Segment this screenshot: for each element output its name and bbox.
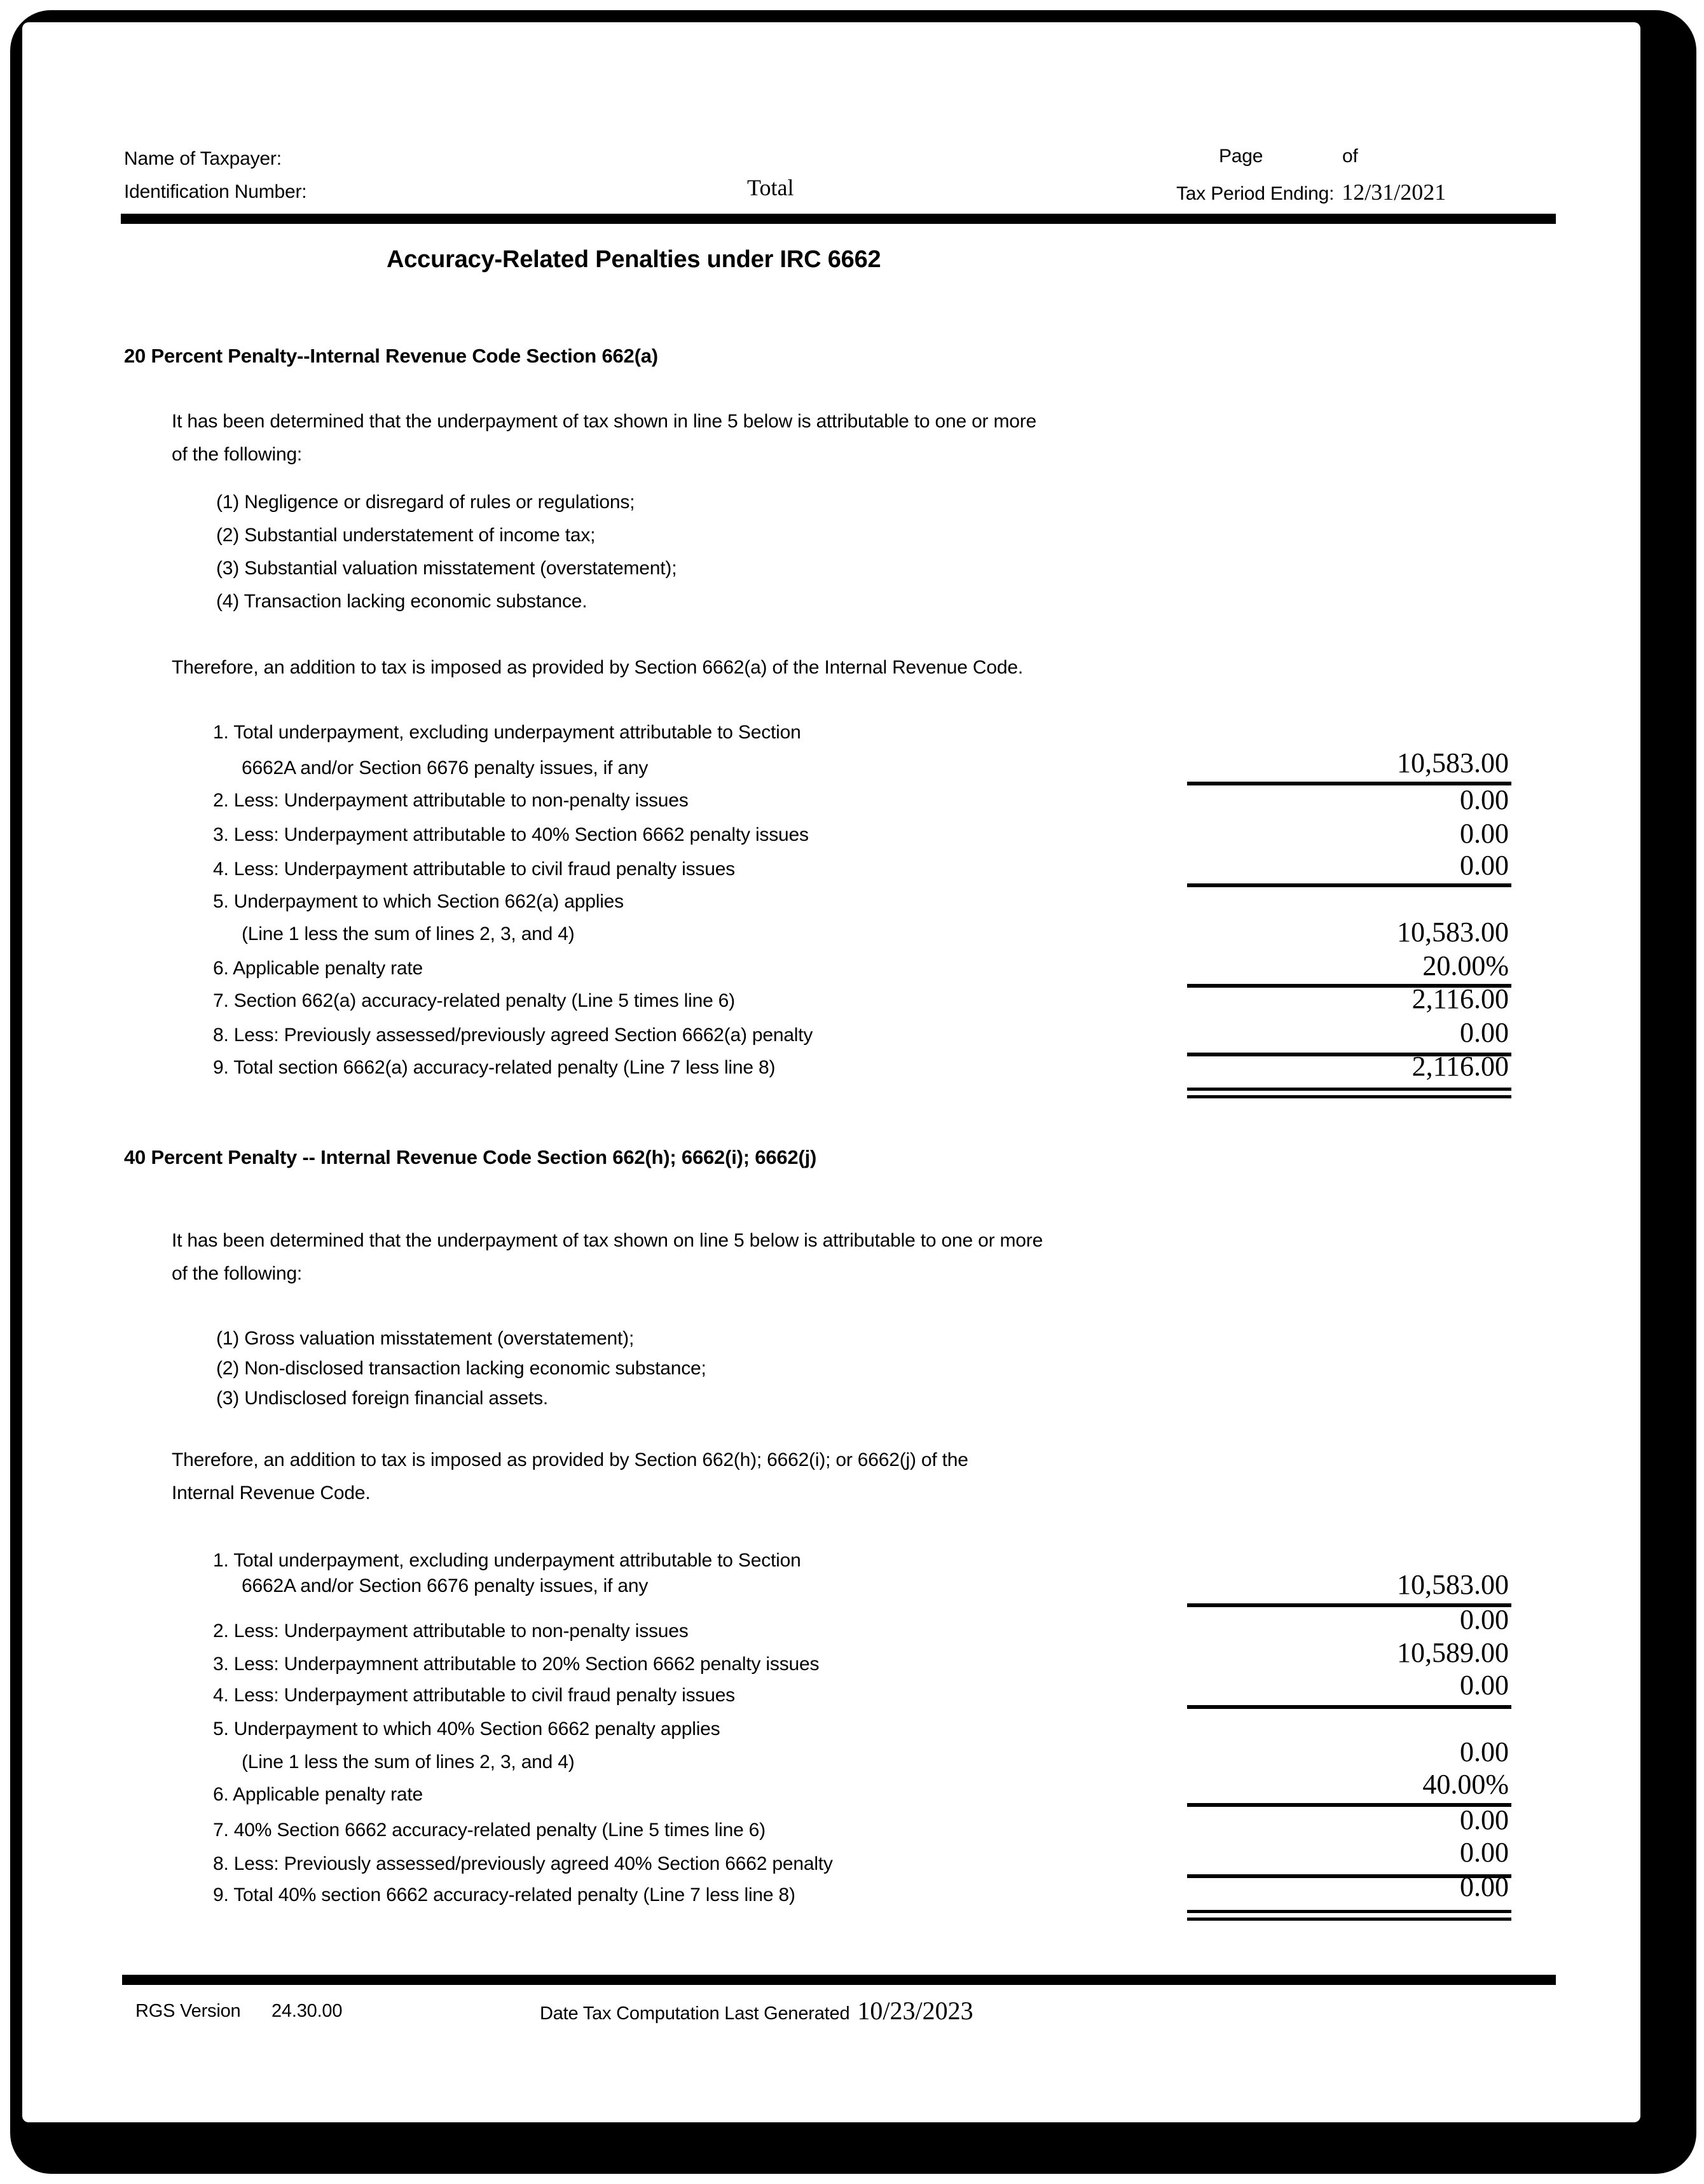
date-generated-label: Date Tax Computation Last Generated bbox=[540, 2003, 850, 2024]
section1-cause-1: (1) Negligence or disregard of rules or regulations; bbox=[216, 492, 635, 513]
line-item-label: 4. Less: Underpayment attributable to civil fraud penalty issues bbox=[213, 859, 735, 880]
footer-separator-line bbox=[122, 1975, 1556, 1985]
name-of-taxpayer-label: Name of Taxpayer: bbox=[124, 148, 282, 169]
line-item-label: 2. Less: Underpayment attributable to non-penalty issues bbox=[213, 790, 689, 811]
page-label: Page bbox=[1219, 146, 1263, 167]
line-item-label: 9. Total section 6662(a) accuracy-related penalty (Line 7 less line 8) bbox=[213, 1057, 776, 1078]
single-rule bbox=[1187, 1705, 1511, 1709]
section2-cause-2: (2) Non-disclosed transaction lacking economic substance; bbox=[216, 1358, 706, 1379]
line-item-label: 7. Section 662(a) accuracy-related penalty (Line 5 times line 6) bbox=[213, 990, 735, 1011]
line-item-value: 20.00% bbox=[1422, 950, 1509, 981]
double-rule bbox=[1187, 1910, 1511, 1921]
line-item-label: 9. Total 40% section 6662 accuracy-related penalty (Line 7 less line 8) bbox=[213, 1884, 795, 1905]
line-item-label: 7. 40% Section 6662 accuracy-related penalty (Line 5 times line 6) bbox=[213, 1820, 766, 1841]
header-separator-line bbox=[121, 214, 1556, 224]
identification-number-label: Identification Number: bbox=[124, 181, 307, 202]
section2-heading: 40 Percent Penalty -- Internal Revenue Code Section 662(h); 6662(i); 6662(j) bbox=[124, 1146, 817, 1168]
line-item-label: 5. Underpayment to which 40% Section 6662 penalty applies bbox=[213, 1718, 720, 1739]
line-item-label: 6. Applicable penalty rate bbox=[213, 958, 423, 979]
line-item-value: 0.00 bbox=[1460, 1604, 1509, 1635]
tax-period-label: Tax Period Ending: bbox=[1176, 183, 1335, 204]
line-item-value: 10,583.00 bbox=[1397, 747, 1509, 778]
section2-therefore: Therefore, an addition to tax is imposed as provided by Section 662(h); 6662(i); or 6662(j) of the Internal Revenue Code. bbox=[172, 1449, 968, 1503]
line-item-label-cont: (Line 1 less the sum of lines 2, 3, and 4) bbox=[242, 923, 575, 944]
line-item-value: 0.00 bbox=[1460, 1736, 1509, 1767]
section2-cause-3: (3) Undisclosed foreign financial assets. bbox=[216, 1388, 549, 1409]
line-item-label-cont: 6662A and/or Section 6676 penalty issues, if any bbox=[242, 757, 649, 778]
total-label: Total bbox=[747, 175, 794, 200]
section2-intro: It has been determined that the underpayment of tax shown on line 5 below is attributable to one or more of the following: bbox=[172, 1230, 1043, 1284]
document-page bbox=[22, 22, 1640, 2122]
double-rule bbox=[1187, 1088, 1511, 1098]
section1-therefore: Therefore, an addition to tax is imposed as provided by Section 6662(a) of the Internal Revenue Code. bbox=[172, 657, 1023, 678]
line-item-label: 1. Total underpayment, excluding underpayment attributable to Section bbox=[213, 722, 801, 743]
line-item-label: 3. Less: Underpayment attributable to 40% Section 6662 penalty issues bbox=[213, 824, 809, 845]
line-item-value: 2,116.00 bbox=[1412, 1051, 1509, 1082]
rgs-version-label: RGS Version bbox=[135, 2001, 241, 2021]
line-item-label: 8. Less: Previously assessed/previously agreed 40% Section 6662 penalty bbox=[213, 1853, 833, 1874]
line-item-label: 8. Less: Previously assessed/previously agreed Section 6662(a) penalty bbox=[213, 1025, 813, 1046]
line-item-value: 2,116.00 bbox=[1412, 983, 1509, 1014]
section1-cause-4: (4) Transaction lacking economic substance. bbox=[216, 591, 587, 612]
line-item-value: 0.00 bbox=[1460, 1669, 1509, 1701]
line-item-label-cont: 6662A and/or Section 6676 penalty issues, if any bbox=[242, 1575, 649, 1596]
section1-cause-3: (3) Substantial valuation misstatement (overstatement); bbox=[216, 558, 677, 579]
tax-period-value: 12/31/2021 bbox=[1342, 179, 1446, 205]
line-item-label: 4. Less: Underpayment attributable to civil fraud penalty issues bbox=[213, 1685, 735, 1706]
line-item-value: 40.00% bbox=[1422, 1769, 1509, 1800]
page-of-label: of bbox=[1342, 146, 1358, 167]
section1-intro: It has been determined that the underpayment of tax shown in line 5 below is attributable to one or more of the following: bbox=[172, 411, 1037, 465]
line-item-value: 10,583.00 bbox=[1397, 1569, 1509, 1600]
line-item-value: 0.00 bbox=[1460, 1871, 1509, 1902]
date-generated-value: 10/23/2023 bbox=[857, 1996, 973, 2025]
line-item-label: 1. Total underpayment, excluding underpayment attributable to Section bbox=[213, 1550, 801, 1571]
rgs-version-value: 24.30.00 bbox=[271, 2001, 343, 2021]
line-item-value: 0.00 bbox=[1460, 1017, 1509, 1048]
line-item-value: 0.00 bbox=[1460, 784, 1509, 815]
single-rule bbox=[1187, 883, 1511, 887]
line-item-value: 0.00 bbox=[1460, 818, 1509, 849]
line-item-label: 3. Less: Underpaymnent attributable to 20% Section 6662 penalty issues bbox=[213, 1654, 820, 1675]
document-title: Accuracy-Related Penalties under IRC 6662 bbox=[387, 246, 881, 273]
line-item-value: 0.00 bbox=[1460, 1804, 1509, 1835]
line-item-label: 6. Applicable penalty rate bbox=[213, 1784, 423, 1805]
line-item-value: 0.00 bbox=[1460, 850, 1509, 881]
line-item-value: 0.00 bbox=[1460, 1837, 1509, 1868]
section1-heading: 20 Percent Penalty--Internal Revenue Code Section 662(a) bbox=[124, 345, 658, 367]
section2-cause-1: (1) Gross valuation misstatement (overstatement); bbox=[216, 1328, 635, 1349]
line-item-label: 5. Underpayment to which Section 662(a) applies bbox=[213, 891, 624, 912]
date-generated-row bbox=[540, 1998, 973, 2026]
line-item-label-cont: (Line 1 less the sum of lines 2, 3, and 4) bbox=[242, 1752, 575, 1773]
line-item-value: 10,589.00 bbox=[1397, 1637, 1509, 1668]
line-item-label: 2. Less: Underpayment attributable to non-penalty issues bbox=[213, 1621, 689, 1641]
line-item-value: 10,583.00 bbox=[1397, 916, 1509, 948]
tax-period-row bbox=[1176, 179, 1446, 207]
section1-cause-2: (2) Substantial understatement of income tax; bbox=[216, 525, 596, 546]
